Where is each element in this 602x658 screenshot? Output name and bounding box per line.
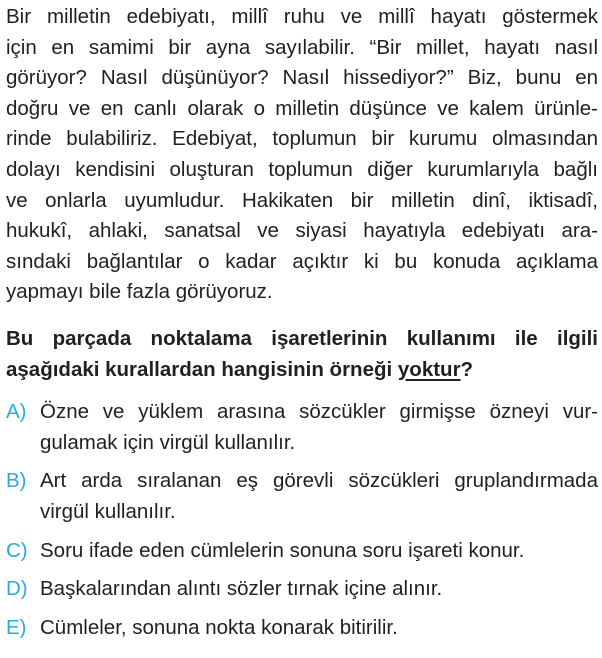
passage-line: sındaki bağlantılar o kadar açıktır ki bu konuda açıklama [6, 249, 598, 273]
option-letter: C) [6, 538, 28, 562]
passage-line: yapmayı bile fazla görüyoruz. [6, 280, 273, 304]
option-a[interactable] [6, 397, 598, 458]
question-keyword: yoktur [397, 357, 461, 381]
question-stem [6, 324, 598, 385]
passage-line: doğru ve en canlı olarak o milletin düşünce ve kalem ürünle- [6, 96, 598, 120]
answer-options [6, 397, 598, 643]
passage-line: ve onlarla uyumludur. Hakikaten bir milletin dinî, iktisadî, [6, 188, 598, 212]
passage-line: rinde bulabiliriz. Edebiyat, toplumun bir kurumu olmasından [6, 127, 598, 151]
option-d[interactable] [6, 574, 598, 605]
question-text: aşağıdaki kurallardan hangisinin örneği [6, 357, 398, 381]
option-letter: B) [6, 469, 27, 493]
option-letter: E) [6, 615, 27, 639]
option-letter: D) [6, 577, 28, 601]
option-c[interactable] [6, 536, 598, 567]
option-text: Özne ve yüklem arasına sözcükler girmişse özneyi vur- [40, 400, 598, 424]
option-text: gulamak için virgül kullanılır. [40, 430, 296, 454]
option-text: Soru ifade eden cümlelerin sonuna soru işareti konur. [40, 538, 525, 562]
option-text: virgül kullanılır. [40, 499, 176, 523]
passage-line: Bir milletin edebiyatı, millî ruhu ve millî hayatı göstermek [6, 5, 598, 28]
question-page [6, 2, 598, 651]
reading-passage [6, 2, 598, 308]
passage-line: hukukî, ahlaki, sanatsal ve siyasi hayatıyla edebiyatı ara- [6, 219, 598, 243]
option-e[interactable] [6, 613, 598, 644]
option-letter: A) [6, 400, 27, 424]
question-mark: ? [460, 357, 474, 381]
passage-line: dolayı kendisini oluşturan toplumun diğer kurumlarıyla bağlı [6, 157, 598, 181]
question-line: Bu parçada noktalama işaretlerinin kullanımı ile ilgili [6, 326, 598, 350]
question-line [6, 355, 598, 386]
option-b[interactable] [6, 466, 598, 527]
passage-line: görüyor? Nasıl düşünüyor? Nasıl hissediyor?” Biz, bunu en [6, 66, 598, 90]
passage-line: için en samimi bir ayna sayılabilir. “Bir millet, hayatı nasıl [6, 35, 598, 59]
option-text: Art arda sıralanan eş görevli sözcükleri gruplandırmada [40, 469, 598, 493]
option-text: Cümleler, sonuna nokta konarak bitirilir. [40, 615, 398, 639]
option-text: Başkalarından alıntı sözler tırnak içine alınır. [40, 577, 443, 601]
